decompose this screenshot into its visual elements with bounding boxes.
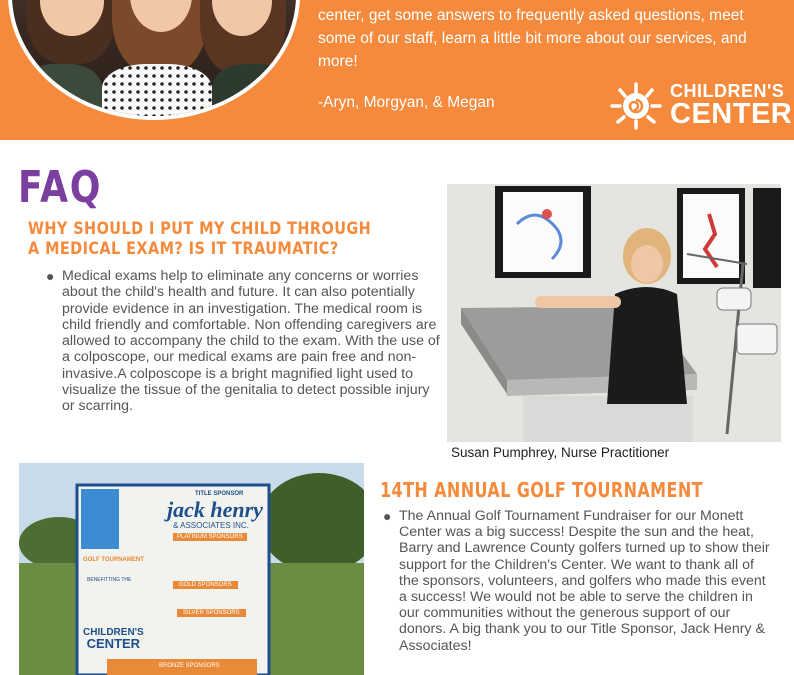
banner-benefit-label: BENEFITTING THE bbox=[87, 577, 132, 583]
golf-banner-photo bbox=[19, 463, 364, 675]
banner-org-name bbox=[83, 627, 144, 649]
exam-room-illustration bbox=[447, 184, 781, 442]
banner-bronze-label: BRONZE SPONSORS bbox=[159, 663, 220, 669]
intro-text: center, get some answers to frequently asked questions, meet some of our staff, learn a little bit more about our services, and more! bbox=[318, 7, 747, 70]
banner-sponsor-name: jack henry bbox=[167, 497, 263, 522]
banner-sponsor-suffix: & ASSOCIATES INC. bbox=[173, 521, 249, 530]
header-band bbox=[0, 0, 794, 140]
faq-question: WHY SHOULD I PUT MY CHILD THROUGH A MEDICAL EXAM? IS IT TRAUMATIC? bbox=[28, 219, 372, 259]
staff-photo bbox=[8, 0, 300, 120]
banner-event-label: GOLF TOURNAMENT bbox=[83, 557, 144, 563]
banner-silver-label: SILVER SPONSORS bbox=[177, 609, 246, 617]
banner-org-line2: CENTER bbox=[86, 636, 141, 651]
photo-caption: Susan Pumphrey, Nurse Practitioner bbox=[451, 445, 670, 460]
golf-title: 14TH ANNUAL GOLF TOURNAMENT bbox=[380, 478, 703, 502]
exam-room-photo bbox=[447, 184, 781, 442]
sun-spiral-icon bbox=[606, 80, 670, 136]
banner-platinum-label: PLATINUM SPONSORS bbox=[173, 533, 247, 541]
staff-photo-image bbox=[12, 0, 296, 116]
signoff: -Aryn, Morgyan, & Megan bbox=[318, 94, 495, 111]
bullet-icon: ● bbox=[383, 508, 392, 524]
golf-body: ● The Annual Golf Tournament Fundraiser for our Monett Center was a big success! Despite the sun and the heat, Barry and Lawrence County golfers turned up to show their support for the Children's Center. We want to thank all of the sponsors, volunteers, and golfers who made this event a success! We would not be able to serve the children in our communities without the generous support of our donors. A big thank you to our Title Sponsor, Jack Henry & Associates! bbox=[383, 508, 770, 654]
faq-answer: ● Medical exams help to eliminate any concerns or worries about the child's health and future. It can also potentially provide evidence in an investigation. The medical room is child friendly and comfortable. Non offending caregivers are allowed to accompany the child to the exam. With the use of a colposcope, our medical exams are pain free and non-invasive.A colposcope is a bright magnified light used to visualize the tissue of the genitalia to detect possible injury or scarring. bbox=[46, 268, 440, 415]
logo-text: CHILDREN'S CENTER bbox=[670, 81, 793, 130]
faq-title: FAQ bbox=[18, 162, 103, 213]
childrens-center-logo bbox=[606, 80, 792, 136]
bullet-icon: ● bbox=[46, 268, 55, 284]
banner-org-line1: CHILDREN'S bbox=[83, 627, 144, 638]
banner-gold-label: GOLD SPONSORS bbox=[173, 581, 238, 589]
golf-banner-illustration bbox=[19, 463, 364, 675]
banner-title-sponsor-label: TITLE SPONSOR bbox=[195, 491, 244, 497]
